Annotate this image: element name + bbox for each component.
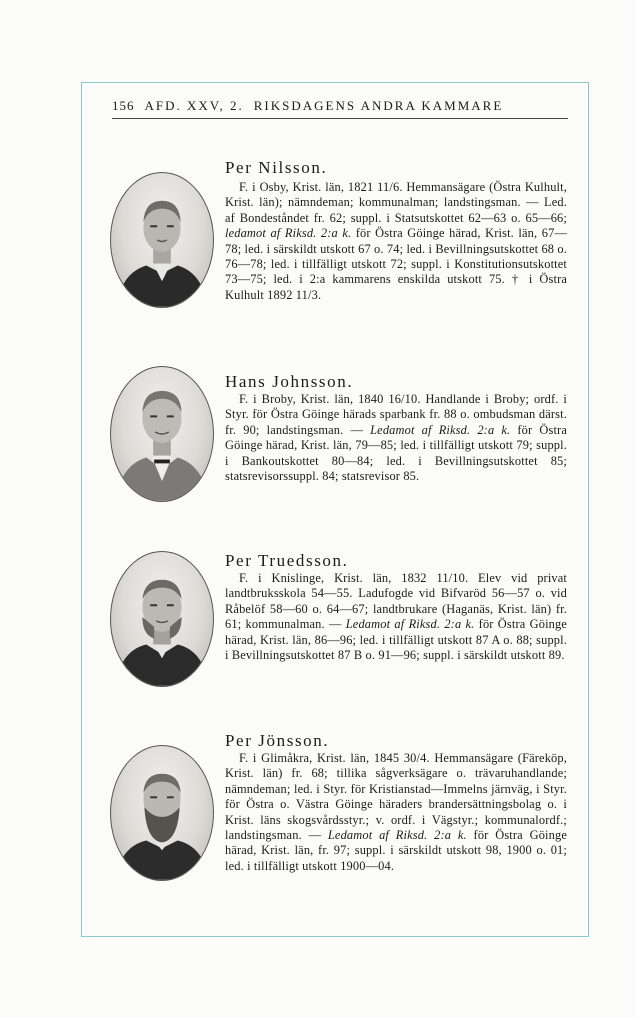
biography-text: F. i Glimåkra, Krist. län, 1845 30/4. Hemmansägare (Färeköp, Krist. län) fr. 68; tillika sågverksägare o. trävaruhandlande; nämndeman; led. i Styr. för Kristianstad—Immelns järnväg, i Styr. för Östra o. Västra Göinge häraders brandersättningsbolag o. i Krist. läns skogsvårdsstyr.; v. ordf. i Vägstyr.; kommunalordf.; landstingsman. — Ledamot af Riksd. 2:a k. för Östra Göinge härad, Krist. län, fr. 97; suppl. i särskildt utskott 98, 1900 o. 01; led. i tillfälligt utskott 1900—04.	[225, 751, 567, 873]
portrait-figure	[111, 552, 213, 686]
person-name: Per Jönsson.	[225, 731, 330, 750]
section-label: AFD. XXV, 2.	[144, 98, 244, 113]
biography-text: F. i Broby, Krist. län, 1840 16/10. Handlande i Broby; ordf. i Styr. för Östra Göinge härads sparbank fr. 88 o. ombudsman därst. fr. 90; landstingsman. — Ledamot af Riksd. 2:a k. för Östra Göinge härad, Krist. län, 79—85; led. i tillfälligt utskott 79; suppl. i Bankoutskottet 80—84; led. i Bevillningsutskottet 85; statsrevisorssuppl. 84; statsrevisor 85.	[225, 392, 567, 484]
person-name: Hans Johnsson.	[225, 372, 354, 391]
portrait-photo	[110, 172, 214, 308]
portrait-photo	[110, 551, 214, 687]
portrait-figure	[111, 173, 213, 307]
biography-text: F. i Osby, Krist. län, 1821 11/6. Hemmansägare (Östra Kulhult, Krist. län); nämndeman; kommunalman; landstingsman. — Led. af Bondeståndet fr. 62; suppl. i Statsutskottet 62—63 o. 65—66; ledamot af Riksd. 2:a k. för Östra Göinge härad, Krist. län, 67—78; led. i särskildt utskott 67 o. 74; led. i Bevillningsutskottet 68 o. 76—78; led. i tillfälligt utskott 72; suppl. i Konstitutionsutskottet 73—75; led. i 2:a kammarens enskilda utskott 75. † i Östra Kulhult 1892 11/3.	[225, 180, 567, 302]
person-name: Per Nilsson.	[225, 158, 328, 177]
person-name: Per Truedsson.	[225, 551, 349, 570]
portrait-photo	[110, 745, 214, 881]
biography-text: F. i Knislinge, Krist. län, 1832 11/10. Elev vid privat landtbruksskola 54—55. Ladufogde vid Bifvaröd 56—57 o. vid Råbelöf 58—60 o. 64—67; landtbrukare (Haganäs, Krist. län) fr. 61; kommunalman. — Ledamot af Riksd. 2:a k. för Östra Göinge härad, Krist. län, 86—96; led. i tillfälligt utskott 87 A o. 88; suppl. i Bevillningsutskottet 87 B o. 91—96; suppl. i särskildt utskott 89.	[225, 571, 567, 663]
header-rule	[112, 118, 568, 119]
page-number: 156	[112, 98, 135, 113]
header-title: RIKSDAGENS ANDRA KAMMARE	[253, 98, 504, 113]
portrait-photo	[110, 366, 214, 502]
portrait-figure	[111, 367, 213, 501]
portrait-figure	[111, 746, 213, 880]
running-header	[112, 98, 568, 114]
